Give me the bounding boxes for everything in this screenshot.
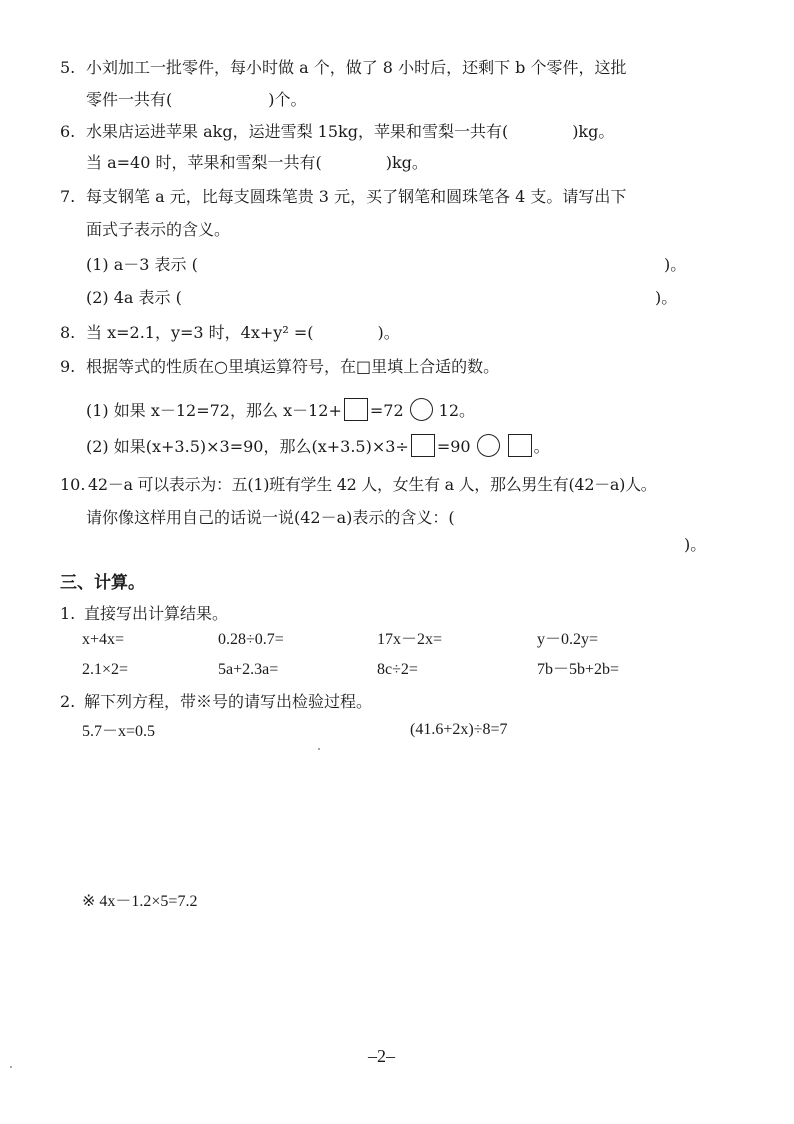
calc-item: 0.28÷0.7=: [218, 631, 284, 648]
q9-sub2-mid: =90: [436, 437, 471, 456]
q10-line2: 请你像这样用自己的话说一说(42－a)表示的含义：(: [86, 508, 455, 527]
q9-sub2-lhs: (2) 如果(x+3.5)×3=90，那么(x+3.5)×3÷: [86, 437, 409, 456]
q5-number: 5.: [60, 58, 76, 77]
q9-sub1-lhs: (1) 如果 x－12=72，那么 x－12+: [86, 401, 342, 420]
q8-text: 当 x=2.1，y=3 时，4x+y² =( )。: [86, 323, 400, 342]
q5-line1: 小刘加工一批零件，每小时做 a 个，做了 8 小时后，还剩下 b 个零件，这批: [86, 58, 627, 77]
operator-circle[interactable]: [410, 398, 433, 421]
q6-line2: 当 a=40 时，苹果和雪梨一共有( )kg。: [86, 153, 428, 172]
q9-sub1: [86, 398, 475, 421]
c2-title: 解下列方程，带※号的请写出检验过程。: [84, 692, 373, 711]
q7-sub1-text: (1) a－3 表示 (: [86, 255, 198, 274]
equation-with-check: ※ 4x－1.2×5=7.2: [82, 893, 198, 910]
c2-number: 2.: [60, 692, 76, 711]
operator-circle[interactable]: [477, 434, 500, 457]
q7-line2: 面式子表示的含义。: [86, 220, 231, 239]
q7-line1: 每支钢笔 a 元，比每支圆珠笔贵 3 元，买了钢笔和圆珠笔各 4 支。请写出下: [86, 187, 627, 206]
q10-number: 10.: [60, 475, 86, 494]
calc-item: 17x－2x=: [377, 631, 443, 648]
q9-sub2-end: 。: [533, 437, 550, 456]
q7-sub2-close: )。: [655, 288, 678, 307]
q10-line3: )。: [684, 535, 707, 554]
c1-title: 直接写出计算结果。: [84, 604, 229, 623]
answer-box[interactable]: [344, 398, 368, 421]
q10-line1: 42－a 可以表示为：五(1)班有学生 42 人，女生有 a 人，那么男生有(42－a)人。: [88, 475, 657, 494]
answer-box[interactable]: [411, 434, 435, 457]
q9-number: 9.: [60, 357, 76, 376]
q6-line1: 水果店运进苹果 akg，运进雪梨 15kg，苹果和雪梨一共有( )kg。: [86, 122, 615, 141]
q7-sub1-close: )。: [664, 255, 687, 274]
equation: (41.6+2x)÷8=7: [410, 721, 508, 738]
calc-item: 5a+2.3a=: [218, 661, 279, 678]
equation: 5.7－x=0.5: [82, 723, 156, 740]
c1-number: 1.: [60, 604, 76, 623]
calc-item: 7b－5b+2b=: [537, 661, 620, 678]
q9-sub2: [86, 434, 550, 457]
q8-number: 8.: [60, 323, 76, 342]
section-title: 三、计算。: [60, 573, 145, 593]
answer-box[interactable]: [508, 434, 532, 457]
calc-item: y－0.2y=: [537, 631, 599, 648]
q5-line2: 零件一共有( )个。: [86, 90, 307, 109]
calc-item: 2.1×2=: [82, 661, 129, 678]
calc-item: x+4x=: [82, 631, 125, 648]
scan-speck: [10, 1066, 12, 1068]
calc-item: 8c÷2=: [377, 661, 418, 678]
scan-speck: [318, 748, 320, 750]
q6-number: 6.: [60, 122, 76, 141]
page-number: –2–: [368, 1046, 395, 1066]
q9-sub1-rhs: 12。: [438, 401, 476, 420]
q7-sub2-text: (2) 4a 表示 (: [86, 288, 182, 307]
q7-number: 7.: [60, 187, 76, 206]
q9-sub1-mid: =72: [369, 401, 404, 420]
q9-text: 根据等式的性质在○里填运算符号，在□里填上合适的数。: [86, 357, 500, 376]
